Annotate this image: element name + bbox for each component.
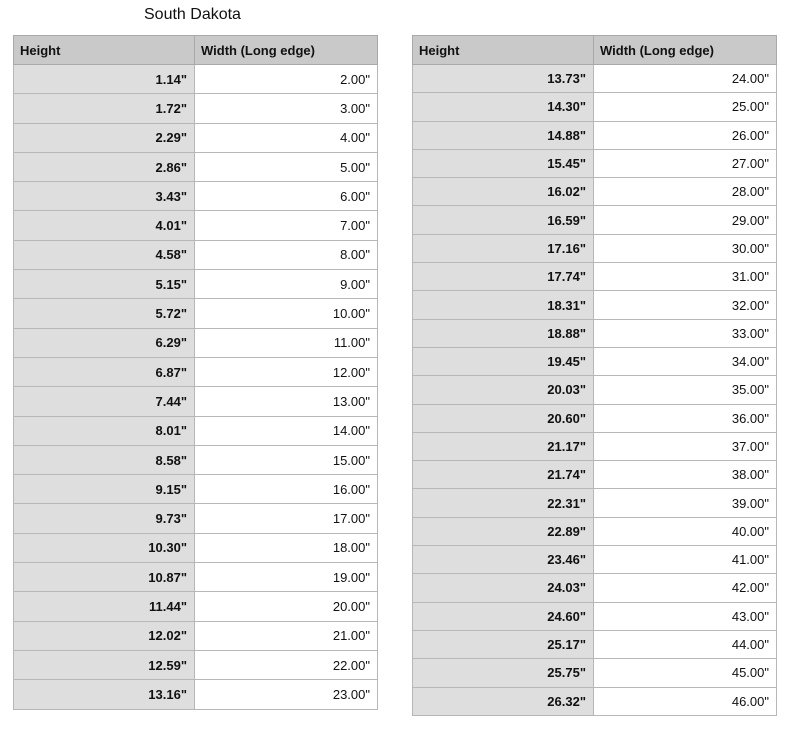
width-cell: 18.00"	[195, 533, 378, 562]
table-row	[413, 347, 777, 375]
height-cell: 8.58"	[14, 445, 195, 474]
size-table-right	[412, 35, 777, 716]
table-row	[14, 563, 378, 592]
table-row	[413, 489, 777, 517]
width-cell: 3.00"	[195, 94, 378, 123]
header-row	[14, 36, 378, 65]
table-row	[413, 234, 777, 262]
height-cell: 25.17"	[413, 630, 594, 658]
width-cell: 23.00"	[195, 680, 378, 709]
table-row	[413, 206, 777, 234]
table-header	[413, 36, 777, 65]
height-cell: 2.29"	[14, 123, 195, 152]
width-cell: 35.00"	[594, 376, 777, 404]
height-cell: 14.30"	[413, 93, 594, 121]
table-row	[14, 328, 378, 357]
height-column-header: Height	[413, 36, 594, 65]
table-row	[14, 592, 378, 621]
table-row	[413, 517, 777, 545]
table-row	[14, 182, 378, 211]
height-cell: 21.17"	[413, 432, 594, 460]
height-cell: 23.46"	[413, 546, 594, 574]
width-cell: 10.00"	[195, 299, 378, 328]
width-cell: 19.00"	[195, 563, 378, 592]
height-cell: 21.74"	[413, 461, 594, 489]
table-row	[413, 687, 777, 715]
table-row	[14, 445, 378, 474]
table-row	[14, 387, 378, 416]
width-cell: 20.00"	[195, 592, 378, 621]
width-cell: 29.00"	[594, 206, 777, 234]
width-cell: 17.00"	[195, 504, 378, 533]
table-body	[413, 65, 777, 716]
width-cell: 32.00"	[594, 291, 777, 319]
page-title: South Dakota	[144, 6, 241, 23]
height-cell: 15.45"	[413, 149, 594, 177]
height-cell: 12.02"	[14, 621, 195, 650]
width-cell: 15.00"	[195, 445, 378, 474]
table-row	[413, 659, 777, 687]
height-cell: 20.03"	[413, 376, 594, 404]
table-header	[14, 36, 378, 65]
width-cell: 12.00"	[195, 357, 378, 386]
width-cell: 24.00"	[594, 65, 777, 93]
table-row	[14, 270, 378, 299]
width-column-header: Width (Long edge)	[594, 36, 777, 65]
table-row	[14, 94, 378, 123]
table-row	[413, 149, 777, 177]
width-cell: 27.00"	[594, 149, 777, 177]
table-row	[413, 291, 777, 319]
height-cell: 16.02"	[413, 178, 594, 206]
table-row	[413, 461, 777, 489]
height-cell: 9.15"	[14, 475, 195, 504]
width-cell: 45.00"	[594, 659, 777, 687]
height-cell: 7.44"	[14, 387, 195, 416]
table-row	[14, 621, 378, 650]
table-row	[14, 504, 378, 533]
width-cell: 33.00"	[594, 319, 777, 347]
height-cell: 24.60"	[413, 602, 594, 630]
width-cell: 40.00"	[594, 517, 777, 545]
width-cell: 13.00"	[195, 387, 378, 416]
height-cell: 4.58"	[14, 240, 195, 269]
table-row	[413, 121, 777, 149]
height-cell: 2.86"	[14, 152, 195, 181]
width-cell: 14.00"	[195, 416, 378, 445]
height-cell: 26.32"	[413, 687, 594, 715]
table-row	[14, 650, 378, 679]
width-cell: 28.00"	[594, 178, 777, 206]
height-cell: 18.31"	[413, 291, 594, 319]
width-cell: 8.00"	[195, 240, 378, 269]
width-cell: 37.00"	[594, 432, 777, 460]
height-cell: 24.03"	[413, 574, 594, 602]
height-cell: 9.73"	[14, 504, 195, 533]
width-cell: 38.00"	[594, 461, 777, 489]
height-cell: 18.88"	[413, 319, 594, 347]
width-cell: 26.00"	[594, 121, 777, 149]
height-cell: 8.01"	[14, 416, 195, 445]
width-cell: 31.00"	[594, 263, 777, 291]
width-cell: 34.00"	[594, 347, 777, 375]
table-row	[14, 152, 378, 181]
table-row	[413, 319, 777, 347]
height-cell: 1.72"	[14, 94, 195, 123]
height-cell: 11.44"	[14, 592, 195, 621]
table-body	[14, 65, 378, 710]
height-cell: 16.59"	[413, 206, 594, 234]
height-cell: 5.72"	[14, 299, 195, 328]
height-cell: 17.16"	[413, 234, 594, 262]
height-cell: 1.14"	[14, 65, 195, 94]
width-column-header: Width (Long edge)	[195, 36, 378, 65]
width-cell: 4.00"	[195, 123, 378, 152]
size-table-left	[13, 35, 378, 710]
table-row	[413, 263, 777, 291]
height-cell: 25.75"	[413, 659, 594, 687]
width-cell: 7.00"	[195, 211, 378, 240]
width-cell: 16.00"	[195, 475, 378, 504]
height-cell: 22.31"	[413, 489, 594, 517]
height-cell: 4.01"	[14, 211, 195, 240]
table-row	[413, 546, 777, 574]
table-row	[413, 93, 777, 121]
height-cell: 6.87"	[14, 357, 195, 386]
height-cell: 10.87"	[14, 563, 195, 592]
width-cell: 11.00"	[195, 328, 378, 357]
height-cell: 12.59"	[14, 650, 195, 679]
width-cell: 9.00"	[195, 270, 378, 299]
table-row	[14, 240, 378, 269]
width-cell: 42.00"	[594, 574, 777, 602]
table-row	[14, 123, 378, 152]
width-cell: 36.00"	[594, 404, 777, 432]
height-cell: 20.60"	[413, 404, 594, 432]
width-cell: 6.00"	[195, 182, 378, 211]
width-cell: 21.00"	[195, 621, 378, 650]
width-cell: 5.00"	[195, 152, 378, 181]
height-cell: 13.16"	[14, 680, 195, 709]
table-row	[14, 299, 378, 328]
width-cell: 2.00"	[195, 65, 378, 94]
width-cell: 22.00"	[195, 650, 378, 679]
height-cell: 19.45"	[413, 347, 594, 375]
width-cell: 43.00"	[594, 602, 777, 630]
header-row	[413, 36, 777, 65]
table-row	[14, 416, 378, 445]
table-row	[14, 357, 378, 386]
height-cell: 17.74"	[413, 263, 594, 291]
width-cell: 30.00"	[594, 234, 777, 262]
table-row	[413, 178, 777, 206]
table-row	[14, 533, 378, 562]
table-row	[413, 376, 777, 404]
width-cell: 44.00"	[594, 630, 777, 658]
table-row	[413, 574, 777, 602]
height-cell: 22.89"	[413, 517, 594, 545]
width-cell: 25.00"	[594, 93, 777, 121]
height-cell: 10.30"	[14, 533, 195, 562]
table-row	[14, 475, 378, 504]
table-row	[413, 602, 777, 630]
table-row	[413, 65, 777, 93]
height-column-header: Height	[14, 36, 195, 65]
table-row	[413, 404, 777, 432]
width-cell: 46.00"	[594, 687, 777, 715]
height-cell: 6.29"	[14, 328, 195, 357]
width-cell: 41.00"	[594, 546, 777, 574]
height-cell: 5.15"	[14, 270, 195, 299]
height-cell: 13.73"	[413, 65, 594, 93]
table-row	[413, 432, 777, 460]
height-cell: 14.88"	[413, 121, 594, 149]
table-row	[14, 65, 378, 94]
table-row	[14, 211, 378, 240]
height-cell: 3.43"	[14, 182, 195, 211]
width-cell: 39.00"	[594, 489, 777, 517]
table-row	[413, 630, 777, 658]
table-row	[14, 680, 378, 709]
